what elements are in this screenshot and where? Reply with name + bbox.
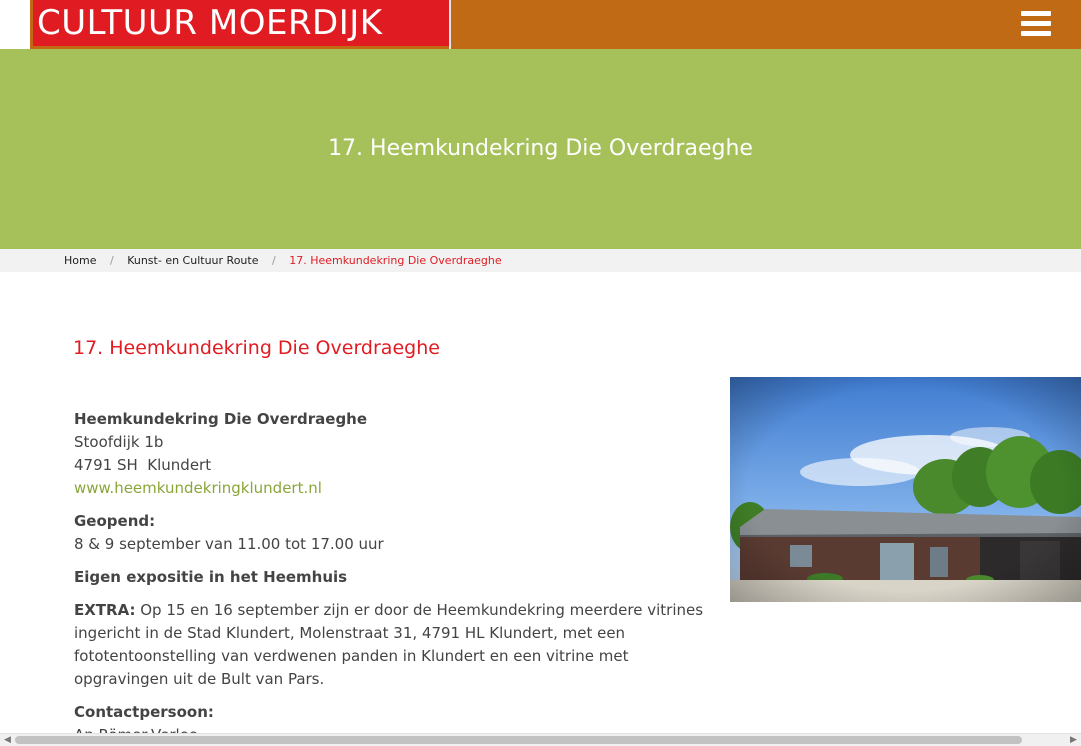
opened-label: Geopend: (74, 512, 156, 530)
opened-value: 8 & 9 september van 11.00 tot 17.00 uur (74, 535, 384, 553)
scroll-right-arrow-icon[interactable]: ▶ (1070, 735, 1077, 745)
scroll-left-arrow-icon[interactable]: ◀ (4, 735, 11, 745)
breadcrumb-parent-link[interactable]: Kunst- en Cultuur Route (127, 254, 259, 267)
hero-title: 17. Heemkundekring Die Overdraeghe (328, 136, 753, 161)
site-logo[interactable]: CULTUUR MOERDIJK (33, 0, 449, 46)
breadcrumb-separator: / (271, 254, 276, 267)
breadcrumb-home-link[interactable]: Home (64, 254, 97, 267)
contact-label: Contactpersoon: (74, 703, 214, 721)
exhibition-title: Eigen expositie in het Heemhuis (74, 568, 348, 586)
hamburger-line (1021, 21, 1051, 26)
breadcrumb-current: 17. Heemkundekring Die Overdraeghe (289, 254, 502, 267)
location-details (74, 408, 704, 746)
address-street: Stoofdijk 1b (74, 433, 164, 451)
heemhuis-photo-illustration (730, 377, 1081, 602)
scrollbar-thumb[interactable] (15, 736, 1022, 744)
exhibition (74, 566, 704, 589)
page-title: 17. Heemkundekring Die Overdraeghe (73, 337, 440, 359)
hamburger-line (1021, 31, 1051, 36)
extra-info (74, 599, 704, 691)
breadcrumb-items (64, 249, 502, 272)
hero-banner (0, 49, 1081, 249)
hamburger-line (1021, 11, 1051, 16)
extra-label: EXTRA: (74, 601, 136, 619)
logo-divider (449, 0, 451, 49)
horizontal-scrollbar[interactable] (0, 733, 1081, 746)
top-bar (0, 0, 1081, 49)
breadcrumb-separator: / (109, 254, 114, 267)
address-name: Heemkundekring Die Overdraeghe (74, 410, 368, 428)
address-block (74, 408, 704, 500)
opening-hours (74, 510, 704, 556)
breadcrumb (0, 249, 1081, 272)
hamburger-menu-icon[interactable] (1018, 8, 1054, 40)
location-photo (730, 377, 1081, 602)
website-link[interactable]: www.heemkundekringklundert.nl (74, 479, 322, 497)
top-bar-left-strip (0, 0, 30, 49)
address-city: 4791 SH Klundert (74, 456, 212, 474)
extra-text: Op 15 en 16 september zijn er door de Heemkundekring meerdere vitrines ingericht in de Stad Klundert, Molenstraat 31, 4791 HL Klundert, met een fototentoonstelling van verdwenen panden in Klundert en een vitrine met opgravingen uit de Bult van Pars. (74, 601, 704, 688)
